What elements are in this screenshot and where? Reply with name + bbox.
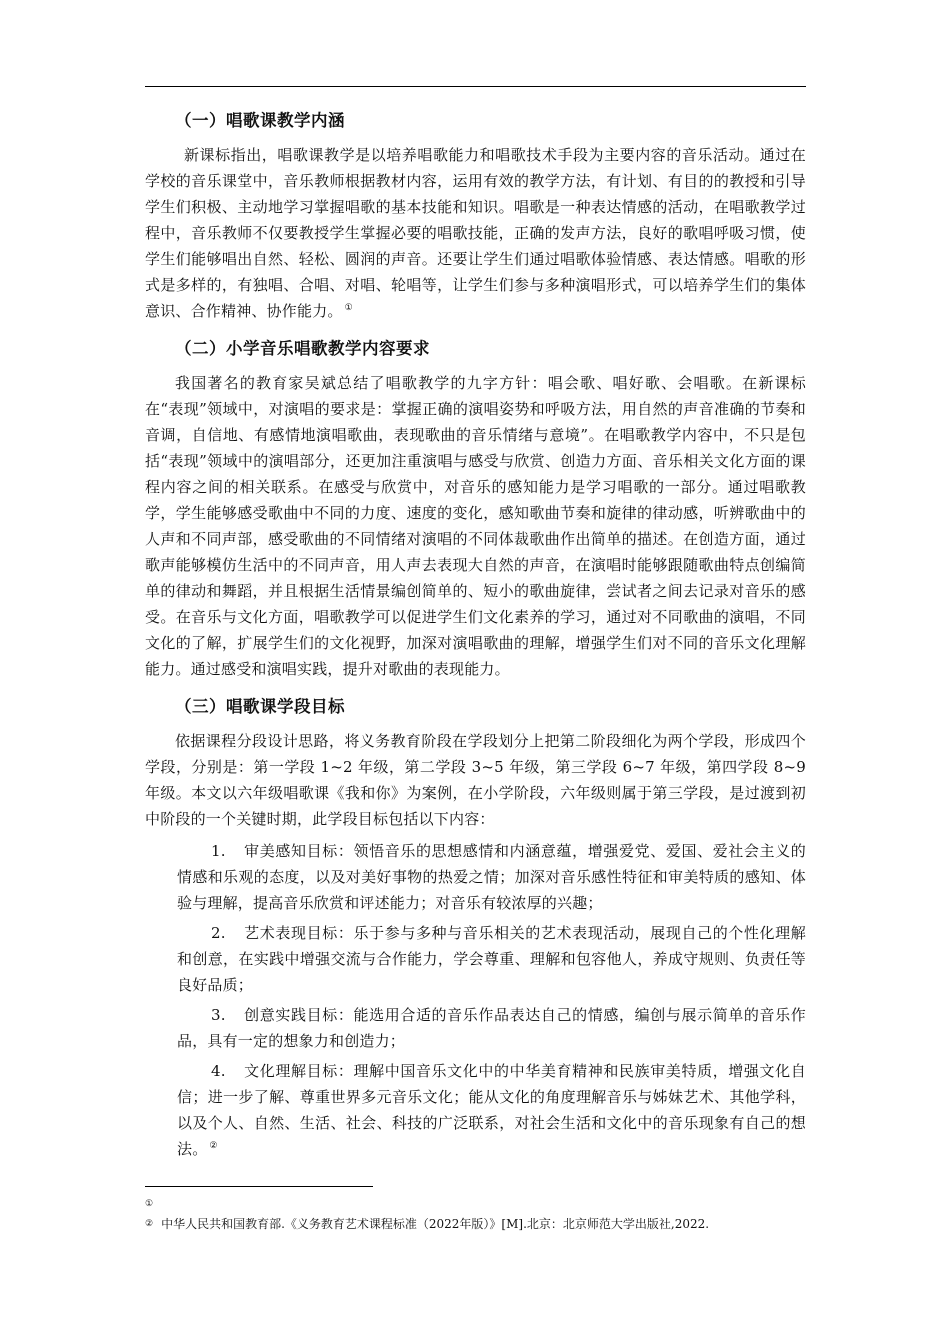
list-item-number: 2. [211,924,226,942]
list-item-number: 4. [211,1062,226,1080]
section-heading-1: （一）唱歌课教学内涵 [175,111,345,130]
footnote-mark: ① [145,1199,154,1209]
list-item-number: 1. [211,842,226,860]
section-heading-3: （三）唱歌课学段目标 [175,697,345,716]
footnote-ref-2[interactable]: ② [209,1141,218,1151]
list-item-text: 文化理解目标：理解中国音乐文化中的中华美育精神和民族审美特质，增强文化自信；进一步了解、尊重世界多元音乐文化；能从文化的角度理解音乐与姊妹艺术、其他学科，以及个人、自然、生活、社会、科技的广泛联系，对社会生活和文化中的音乐现象有自己的想法。 [177,1062,806,1158]
list-item-text: 艺术表现目标：乐于参与多种与音乐相关的艺术表现活动，展现自己的个性化理解和创意，在实践中增强交流与合作能力，学会尊重、理解和包容他人，养成守规则、负责任等良好品质； [177,924,806,994]
footnote-rule [145,1186,373,1187]
footnotes [145,1194,845,1234]
list-item-number: 3. [211,1006,226,1024]
section-3-paragraph: 依据课程分段设计思路，将义务教育阶段在学段划分上把第二阶段细化为两个学段，形成四个学段，分别是：第一学段 1~2 年级，第二学段 3~5 年级，第三学段 6~7 年级，第四学段 8~9 年级。本文以六年级唱歌课《我和你》为案例，在小学阶段，六年级则属于第三学段，是过渡到初中阶段的一个关键时期，此学段目标包括以下内容： [145,732,806,828]
list-item [177,838,806,916]
list-item-text: 审美感知目标：领悟音乐的思想感情和内涵意蕴，增强爱党、爱国、爱社会主义的情感和乐观的态度，以及对美好事物的热爱之情；加深对音乐感性特征和审美特质的感知、体验与理解，提高音乐欣赏和评述能力；对音乐有较浓厚的兴趣； [177,842,806,912]
footnote-mark: ② [145,1219,154,1229]
section-1-paragraph: 新课标指出，唱歌课教学是以培养唱歌能力和唱歌技术手段为主要内容的音乐活动。通过在学校的音乐课堂中，音乐教师根据教材内容，运用有效的教学方法，有计划、有目的的教授和引导学生们积极、主动地学习掌握唱歌的基本技能和知识。唱歌是一种表达情感的活动，在唱歌教学过程中，音乐教师不仅要教授学生掌握必要的唱歌技能，正确的发声方法，良好的歌唱呼吸习惯，使学生们能够唱出自然、轻松、圆润的声音。还要让学生们通过唱歌体验情感、表达情感。唱歌的形式是多样的，有独唱、合唱、对唱、轮唱等，让学生们参与多种演唱形式，可以培养学生们的集体意识、合作精神、协作能力。 ① [145,146,806,320]
list-item [177,920,806,998]
footnote-text: 中华人民共和国教育部.《义务教育艺术课程标准（2022年版）》[M].北京：北京师范大学出版社,2022. [161,1217,710,1231]
body-content [145,108,806,1166]
list-item-text: 创意实践目标：能选用合适的音乐作品表达自己的情感，编创与展示简单的音乐作品，具有一定的想象力和创造力； [177,1006,806,1050]
footnote-2 [145,1214,845,1234]
list-item [177,1058,806,1162]
footnote-ref-1[interactable]: ① [344,303,353,313]
list-item [177,1002,806,1054]
footnote-1 [145,1194,845,1214]
section-2-paragraph: 我国著名的教育家吴斌总结了唱歌教学的九字方针：唱会歌、唱好歌、会唱歌。在新课标在“表现”领域中，对演唱的要求是：掌握正确的演唱姿势和呼吸方法，用自然的声音准确的节奏和音调，自信地、有感情地演唱歌曲，表现歌曲的音乐情绪与意境”。在唱歌教学内容中，不只是包括“表现”领域中的演唱部分，还更加注重演唱与感受与欣赏、创造力方面、音乐相关文化方面的课程内容之间的相关联系。在感受与欣赏中，对音乐的感知能力是学习唱歌的一部分。通过唱歌教学，学生能够感受歌曲中不同的力度、速度的变化，感知歌曲节奏和旋律的律动感，听辨歌曲中的人声和不同声部，感受歌曲的不同情绪对演唱的不同体裁歌曲作出简单的描述。在创造方面，通过歌声能够模仿生活中的不同声音，用人声去表现大自然的声音，在演唱时能够跟随歌曲特点创编简单的律动和舞蹈，并且根据生活情景编创简单的、短小的歌曲旋律，尝试者之间去记录对音乐的感受。在音乐与文化方面，唱歌教学可以促进学生们文化素养的学习，通过对不同歌曲的演唱，不同文化的了解，扩展学生们的文化视野，加深对演唱歌曲的理解，增强学生们对不同的音乐文化理解能力。通过感受和演唱实践，提升对歌曲的表现能力。 [145,374,806,678]
header-rule [145,86,806,87]
section-heading-2: （二）小学音乐唱歌教学内容要求 [175,339,430,358]
